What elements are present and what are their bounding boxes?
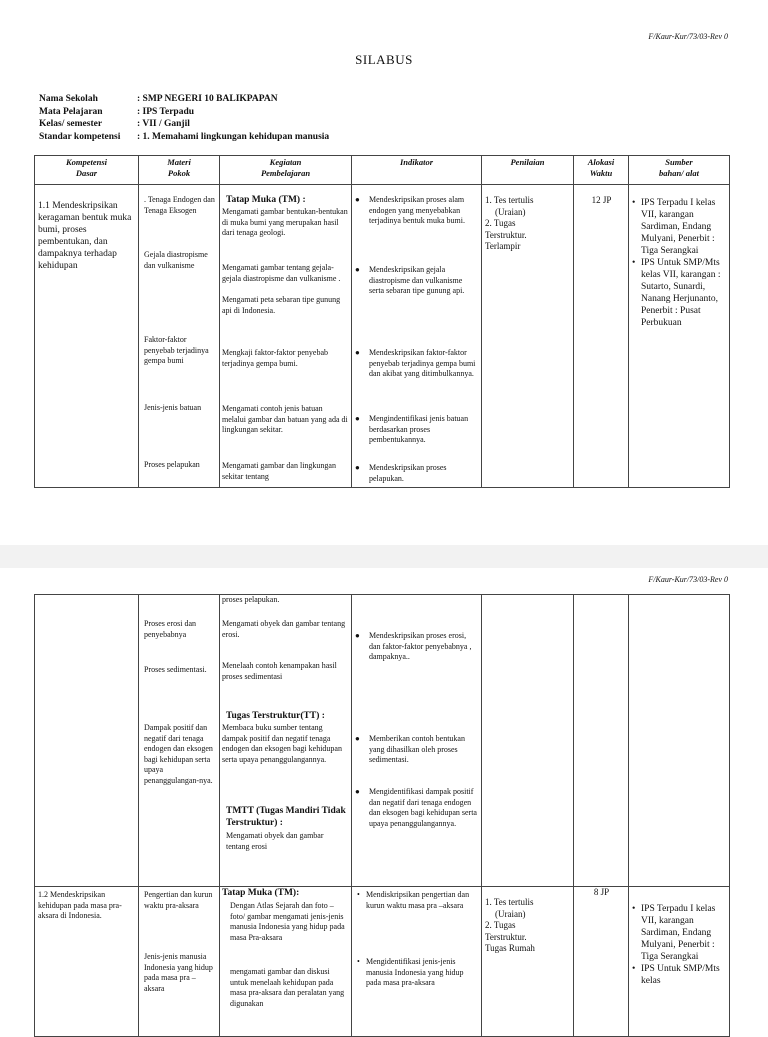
bullet-icon: •: [632, 904, 636, 914]
materi-cell: [139, 185, 220, 488]
tugas-terstruktur-text: Membaca buku sumber tentang dampak positif dan negatif tenaga endogen dan eksogen bagi kehidupan serta upaya penanggulangannya.: [222, 723, 342, 764]
document-title: SILABUS: [355, 52, 413, 67]
penilaian-item: 1. Tes tertulis: [485, 195, 534, 205]
info-value: : 1. Memahami lingkungan kehidupan manusia: [137, 131, 330, 142]
penilaian-list: [485, 897, 571, 955]
indikator-item: • Mengidentifikasi jenis-jenis manusia Indonesia yang hidup pada masa pra-aksara: [357, 957, 464, 987]
indikator-cell: [352, 887, 482, 1037]
penilaian-item: Terlampir: [485, 241, 521, 251]
kegiatan-item: proses pelapukan.: [222, 595, 280, 604]
sumber-item: • IPS Untuk SMP/Mts kelas: [632, 964, 720, 986]
kegiatan-item: Mengamati peta sebaran tipe gunung api di Indonesia.: [222, 295, 341, 315]
syllabus-info: [39, 93, 329, 143]
sumber-item: • IPS Terpadu I kelas VII, karangan Sardiman, Endang Mulyani, Penerbit : Tiga Serangkai: [632, 904, 716, 962]
alokasi-cell: [574, 185, 629, 488]
penilaian-cell: [482, 185, 574, 488]
kd-cell: [35, 185, 139, 488]
bullet-icon: •: [632, 258, 636, 268]
sumber-item: • IPS Terpadu I kelas VII, karangan Sardiman, Endang Mulyani, Penerbit : Tiga Serangkai: [632, 198, 716, 256]
bullet-icon: ●: [355, 265, 360, 274]
info-value: : SMP NEGERI 10 BALIKPAPAN: [137, 94, 278, 104]
penilaian-item: (Uraian): [495, 908, 526, 919]
penilaian-item: (Uraian): [495, 206, 526, 217]
kegiatan-item: mengamati gambar dan diskusi untuk menelaah kehidupan pada masa pra-aksara dan peralatan yang digunakan: [230, 967, 345, 1008]
materi-item: Proses erosi dan penyebabnya: [144, 619, 196, 639]
bullet-icon: •: [357, 957, 360, 966]
bullet-icon: ●: [355, 414, 360, 423]
indikator-item: ● Mendeskripsikan proses alam endogen yang menyebabkan terjadinya bentuk muka bumi.: [355, 195, 465, 225]
table-row: [35, 595, 730, 887]
penilaian-cell: [482, 595, 574, 887]
kegiatan-item: Mengamati obyek dan gambar tentang erosi.: [222, 619, 346, 639]
indikator-item: ● Mendeskripsikan proses erosi, dan faktor-faktor penyebabnya , dampaknya..: [355, 631, 472, 661]
col-header-indikator: Indikator: [352, 156, 482, 185]
syllabus-table-continued: [34, 594, 730, 1037]
kegiatan-item: Mengamati gambar dan lingkungan sekitar tentang: [222, 461, 336, 481]
materi-item: Dampak positif dan negatif dari tenaga endogen dan eksogen bagi kehidupan serta upaya penanggulangan-nya.: [144, 723, 213, 785]
indikator-item: ● Mendeskripsikan proses pelapukan.: [355, 463, 447, 483]
syllabus-table: [34, 155, 730, 488]
kd-cell: [35, 887, 139, 1037]
materi-cell: [139, 595, 220, 887]
bullet-icon: •: [632, 964, 636, 974]
kegiatan-item: Mengamati gambar tentang gejala-gejala diastropisme dan vulkanisme .: [222, 263, 341, 283]
info-row-standard: [39, 131, 329, 144]
kd-text: 1.2 Mendeskripsikan kehidupan pada masa pra-aksara di Indonesia.: [38, 890, 122, 920]
info-label: Nama Sekolah: [39, 94, 98, 104]
kd-text: 1.1 Mendeskripsikan keragaman bentuk muka bumi, proses pembentukan, dan dampaknya terhadap kehidupan: [38, 201, 132, 271]
info-row-school: [39, 93, 329, 106]
materi-item: Gejala diastropisme dan vulkanisme: [144, 250, 208, 270]
materi-cell: [139, 887, 220, 1037]
alokasi-cell: [574, 887, 629, 1037]
kegiatan-cell: [220, 595, 352, 887]
penilaian-list: [485, 195, 571, 253]
alokasi-value: 8 JP: [593, 887, 610, 897]
tmtt-text: Mengamati obyek dan gambar tentang erosi: [226, 831, 324, 851]
indikator-cell: [352, 185, 482, 488]
col-header-kompetensi: Kompetensi Dasar: [35, 156, 139, 185]
kegiatan-item: Mengamati gambar bentukan-bentukan di muka bumi yang merupakan hasil dari tenaga geologi.: [222, 207, 348, 237]
kegiatan-item: Mengkaji faktor-faktor penyebab terjadinya gempa bumi.: [222, 348, 329, 368]
table-row: [35, 185, 730, 488]
materi-item: Jenis-jenis manusia Indonesia yang hidup pada masa pra –aksara: [144, 952, 213, 993]
indikator-item: ● Mengindentifikasi jenis batuan berdasarkan proses pembentukannya.: [355, 414, 469, 444]
page-gap: [0, 545, 768, 568]
alokasi-cell: [574, 595, 629, 887]
col-header-materi: Materi Pokok: [139, 156, 220, 185]
bullet-icon: ●: [355, 463, 360, 472]
info-label: Standar kompetensi: [39, 131, 121, 142]
sumber-cell: [629, 185, 730, 488]
col-header-sumber: Sumber bahan/ alat: [629, 156, 730, 185]
tugas-terstruktur-heading: Tugas Terstruktur(TT) :: [226, 711, 325, 721]
indikator-item: • Mendiskripsikan pengertian dan kurun waktu masa pra –aksara: [357, 890, 470, 910]
bullet-icon: ●: [355, 734, 360, 743]
materi-item: Proses sedimentasi.: [144, 665, 207, 674]
indikator-item: ● Mendeskripsikan gejala diastropisme dan vulkanisme serta sebaran tipe gunung api.: [355, 265, 465, 295]
kegiatan-heading: Tatap Muka (TM) :: [226, 195, 306, 205]
bullet-icon: ●: [355, 631, 360, 640]
info-value: : IPS Terpadu: [137, 106, 195, 117]
info-label: Kelas/ semester: [39, 119, 103, 129]
penilaian-item: 1. Tes tertulis: [485, 897, 534, 907]
penilaian-item: 2. Tugas: [485, 218, 516, 228]
info-row-subject: [39, 106, 329, 119]
info-label: Mata Pelajaran: [39, 106, 103, 117]
col-header-kegiatan: Kegiatan Pembelajaran: [220, 156, 352, 185]
materi-item: Faktor-faktor penyebab terjadinya gempa bumi: [144, 335, 209, 365]
bullet-icon: •: [632, 198, 636, 208]
sumber-list: [632, 197, 727, 329]
penilaian-item: Tugas Rumah: [485, 943, 535, 953]
page-2: [0, 568, 768, 1024]
sumber-list: [632, 903, 727, 987]
col-header-alokasi: Alokasi Waktu: [574, 156, 629, 185]
kegiatan-cell: [220, 887, 352, 1037]
kegiatan-item: Mengamati contoh jenis batuan melalui gambar dan batuan yang ada di lingkungan sekitar.: [222, 404, 348, 434]
bullet-icon: ●: [355, 787, 360, 796]
penilaian-item: 2. Tugas: [485, 920, 516, 930]
info-value: : VII / Ganjil: [137, 119, 190, 129]
bullet-icon: •: [357, 890, 360, 899]
penilaian-item: Terstruktur.: [485, 229, 527, 240]
kegiatan-item: Dengan Atlas Sejarah dan foto –foto/ gambar mengamati jenis-jenis manusia Indonesia yang hidup pada masa Pra-aksara: [230, 901, 345, 942]
alokasi-value: 12 JP: [591, 195, 612, 205]
bullet-icon: ●: [355, 348, 360, 357]
kegiatan-item: Menelaah contoh kenampakan hasil proses sedimentasi: [222, 661, 337, 681]
penilaian-cell: [482, 887, 574, 1037]
kegiatan-heading: Tatap Muka (TM):: [222, 888, 300, 898]
col-header-penilaian: Penilaian: [482, 156, 574, 185]
sumber-item: • IPS Untuk SMP/Mts kelas VII, karangan : Sutarto, Sunardi, Nanang Herjunanto, Penerbit : Pusat Perbukuan: [632, 258, 721, 328]
form-code: F/Kaur-Kur/73/03-Rev 0: [648, 32, 728, 41]
indikator-cell: [352, 595, 482, 887]
sumber-cell: [629, 595, 730, 887]
info-row-class: [39, 118, 329, 131]
materi-item: Jenis-jenis batuan: [144, 403, 202, 412]
indikator-item: ● Mendeskripsikan faktor-faktor penyebab terjadinya gempa bumi dan akibat yang ditimbulkannya.: [355, 348, 476, 378]
penilaian-item: Terstruktur.: [485, 931, 527, 942]
form-code: F/Kaur-Kur/73/03-Rev 0: [648, 575, 728, 584]
materi-item: . Tenaga Endogen dan Tenaga Eksogen: [144, 195, 215, 215]
tmtt-heading: TMTT (Tugas Mandiri Tidak Terstruktur) :: [226, 806, 346, 828]
indikator-item: ● Mengidentifikasi dampak positif dan negatif dari tenaga endogen dan eksogen bagi kehidupan serta upaya penanggulangannya.: [355, 787, 477, 828]
bullet-icon: ●: [355, 195, 360, 204]
table-header-row: [35, 156, 730, 185]
table-row: [35, 887, 730, 1037]
indikator-item: ● Memberikan contoh bentukan yang dihasilkan oleh proses sedimentasi.: [355, 734, 465, 764]
materi-item: Pengertian dan kurun waktu pra-aksara: [144, 890, 213, 910]
materi-item: Proses pelapukan: [144, 460, 200, 469]
sumber-cell: [629, 887, 730, 1037]
kd-cell: [35, 595, 139, 887]
kegiatan-cell: [220, 185, 352, 488]
